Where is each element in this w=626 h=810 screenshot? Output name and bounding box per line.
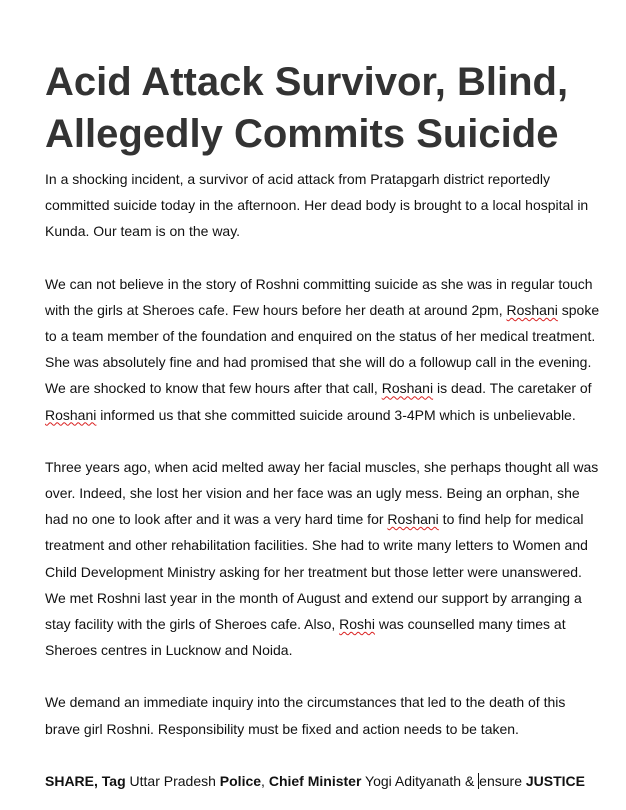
text-run: Yogi Adityanath & — [361, 772, 479, 789]
justice-label: JUSTICE — [525, 772, 585, 789]
spellcheck-word[interactable]: Roshani — [387, 511, 439, 528]
spellcheck-word[interactable]: Roshani — [45, 406, 97, 423]
text-run: was counselled many times at Sheroes centres in Lucknow and Noida. — [45, 616, 566, 659]
paragraph-spacer — [45, 742, 601, 768]
paragraph-spacer — [45, 663, 601, 689]
text-run: , — [261, 772, 269, 789]
chief-minister-label: Chief Minister — [268, 772, 362, 789]
text-run: Three years ago, when acid melted away her facial muscles, she perhaps thought all was over. Indeed, she lost her vision and her face was an ugly mess. Being an orphan, she had no one to look after and it was a very hard time for — [45, 458, 599, 528]
spellcheck-word[interactable]: Roshi — [339, 616, 375, 633]
share-line — [45, 768, 601, 794]
paragraph-spacer — [45, 428, 601, 454]
police-label: Police — [219, 772, 262, 789]
share-tag-label: SHARE, Tag — [45, 772, 126, 789]
paragraph-background — [45, 454, 601, 664]
paragraph-spacer — [45, 245, 601, 271]
text-run: spoke to a team member of the foundation and enquired on the status of her medical treatment. She was absolutely fine and had promised that she will do a followup call in the evening. We are shocked to know that few hours after that call, — [45, 301, 600, 397]
text-run: Uttar Pradesh — [125, 772, 220, 789]
text-run: is dead. The caretaker of — [433, 380, 592, 397]
paragraph-demand: We demand an immediate inquiry into the circumstances that led to the death of this brave girl Roshni. Responsibility must be fixed and action needs to be taken. — [45, 694, 566, 737]
document-page — [45, 56, 601, 794]
text-run: We can not believe in the story of Roshni committing suicide as she was in regular touch with the girls at Sheroes cafe. Few hours before her death at around 2pm, — [45, 275, 593, 318]
text-run: informed us that she committed suicide around 3-4PM which is unbelievable. — [96, 406, 576, 423]
spellcheck-word[interactable]: Roshani — [506, 301, 558, 318]
text-run: to find help for medical treatment and other rehabilitation facilities. She had to write many letters to Women and Child Development Ministry asking for her treatment but those letter were unanswered. We met Roshni last year in the month of August and extend our support by arranging a stay facility with the girls of Sheroes cafe. Also, — [45, 511, 588, 633]
article-title: Acid Attack Survivor, Blind, Allegedly Commits Suicide — [45, 60, 569, 156]
spellcheck-word[interactable]: Roshani — [381, 380, 434, 397]
text-run: ensure — [479, 772, 526, 789]
paragraph-intro: In a shocking incident, a survivor of acid attack from Pratapgarh district reportedly committed suicide today in the afternoon. Her dead body is brought to a local hospital in Kunda. Our team is on the way. — [45, 171, 589, 240]
paragraph-roshni-contact — [45, 271, 601, 428]
